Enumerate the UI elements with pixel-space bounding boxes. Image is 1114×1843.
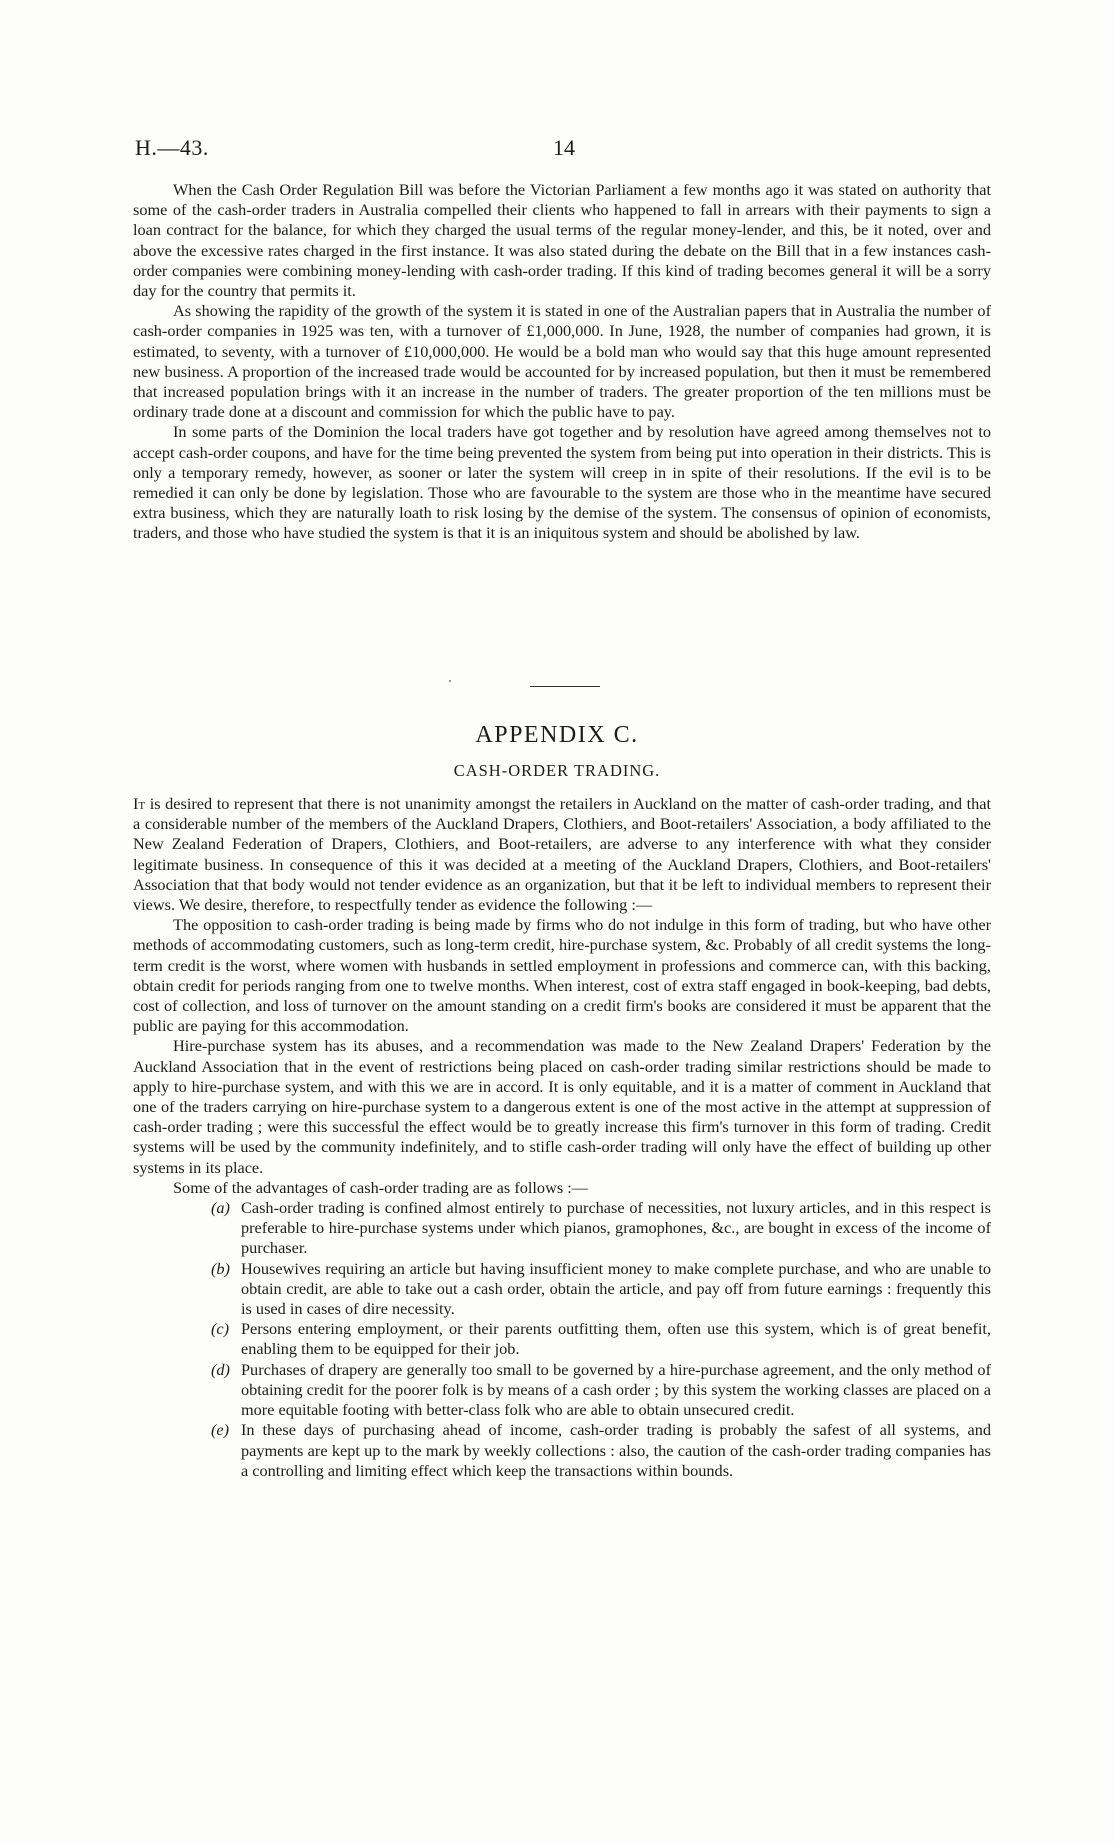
- advantages-list: [133, 1198, 991, 1481]
- lead-word: It: [133, 794, 146, 813]
- list-item-text: Cash-order trading is confined almost entirely to purchase of necessities, not luxury articles, and in this respect is preferable to hire-purchase systems under which pianos, gramophones, &c., are bought in excess of the income of purchaser.: [241, 1198, 991, 1258]
- opening-text: is desired to represent that there is not unanimity amongst the retailers in Auckland on the matter of cash-order trading, and that a considerable number of the members of the Auckland Drapers, Clothiers, and Boot-retailers' Association, a body affiliated to the New Zealand Federation of Drapers, Clothiers, and Boot-retailers, are adverse to any interference with what they consider legitimate business. In consequence of this it was decided at a meeting of the Auckland Drapers, Clothiers, and Boot-retailers' Association that that body would not tender evidence as an organization, but that it be left to individual members to represent their views. We desire, therefore, to respectfully tender as evidence the following :—: [133, 794, 991, 915]
- appendix-body: [133, 794, 991, 1481]
- list-item-label: (a): [211, 1198, 230, 1218]
- list-item-label: (d): [211, 1359, 230, 1379]
- list-item: [211, 1198, 991, 1259]
- list-item-label: (c): [211, 1319, 230, 1339]
- appendix-title: APPENDIX C.: [475, 722, 639, 748]
- list-item-text: Purchases of drapery are generally too small to be governed by a hire-purchase agreement, and the only method of obtaining credit for the poorer folk is by means of a cash order ; by this system the working classes are placed on a more equitable footing with better-class folk who are able to obtain unsecured credit.: [241, 1359, 991, 1420]
- paragraph: When the Cash Order Regulation Bill was before the Victorian Parliament a few months ago it was stated on authority that some of the cash-order traders in Australia compelled their clients who happened to fall in arrears with their payments to sign a loan contract for the balance, for which they charged the usual terms of the regular money-lender, and this, be it noted, over and above the excessive rates charged in the first instance. It was also stated during the debate on the Bill that in a few instances cash-order companies were combining money-lending with cash-order trading. If this kind of trading becomes general it will be a sorry day for the country that permits it.: [133, 180, 991, 301]
- list-item-label: (e): [211, 1420, 230, 1440]
- appendix-opening-paragraph: [133, 794, 991, 915]
- list-item-text: Housewives requiring an article but having insufficient money to make complete purchase, and who are unable to obtain credit, are able to take out a cash order, obtain the article, and pay off from future earnings : frequently this is used in cases of dire necessity.: [241, 1258, 991, 1319]
- paragraph: Hire-purchase system has its abuses, and a recommendation was made to the New Zealand Drapers' Federation by the Auckland Association that in the event of restrictions being placed on cash-order trading similar restrictions should be made to apply to hire-purchase system, and with this we are in accord. It is only equitable, and it is a matter of comment in Auckland that one of the traders carrying on hire-purchase system to a dangerous extent is one of the most active in the attempt at suppression of cash-order trading ; were this successful the effect would be to greatly increase this firm's turnover in this form of trading. Credit systems will be used by the community indefinitely, and to stifle cash-order trading will only have the effect of building up other systems in its place.: [133, 1036, 991, 1177]
- paragraph: The opposition to cash-order trading is being made by firms who do not indulge in this form of trading, but who have other methods of accommodating customers, such as long-term credit, hire-purchase system, &c. Probably of all credit systems the long-term credit is the worst, where women with husbands in settled employment in professions and commerce can, with this backing, obtain credit for periods ranging from one to twelve months. When interest, cost of extra staff engaged in book-keeping, bad debts, cost of collection, and loss of turnover on the amount standing on a credit firm's books are considered it must be apparent that the public are paying for this accommodation.: [133, 915, 991, 1036]
- paragraph: Some of the advantages of cash-order trading are as follows :—: [173, 1177, 589, 1197]
- page-number: 14: [553, 135, 575, 160]
- document-reference: H.—43.: [135, 135, 209, 160]
- section-divider: [530, 686, 600, 687]
- paragraph: As showing the rapidity of the growth of the system it is stated in one of the Australian papers that in Australia the number of cash-order companies in 1925 was ten, with a turnover of £1,000,000. In June, 1928, the number of companies had grown, it is estimated, to seventy, with a turnover of £10,000,000. He would be a bold man who would say that this huge amount represented new business. A proportion of the increased trade would be accounted for by increased population, but then it must be remembered that increased population brings with it an increase in the number of traders. The greater proportion of the ten millions must be ordinary trade done at a discount and commission for which the public have to pay.: [133, 301, 991, 422]
- list-item: [211, 1259, 991, 1320]
- list-item-label: (b): [211, 1258, 230, 1278]
- appendix-subtitle: CASH-ORDER TRADING.: [453, 761, 661, 780]
- list-item-text: Persons entering employment, or their parents outfitting them, often use this system, which is of great benefit, enabling them to be equipped for their job.: [241, 1319, 991, 1359]
- body-text-section: [133, 180, 991, 544]
- list-item: [211, 1360, 991, 1421]
- list-item: [211, 1420, 991, 1481]
- list-item-text: In these days of purchasing ahead of income, cash-order trading is probably the safest of all systems, and payments are kept up to the mark by weekly collections : also, the caution of the cash-order trading companies has a controlling and limiting effect which keep the transactions within bounds.: [241, 1420, 991, 1480]
- list-item: [211, 1319, 991, 1359]
- paragraph: In some parts of the Dominion the local traders have got together and by resolution have agreed among themselves not to accept cash-order coupons, and have for the time being prevented the system from being put into operation in their districts. This is only a temporary remedy, however, as sooner or later the system will creep in in spite of their resolutions. If the evil is to be remedied it can only be done by legislation. Those who are favourable to the system are those who in the meantime have secured extra business, which they are naturally loath to risk losing by the demise of the system. The consensus of opinion of economists, traders, and those who have studied the system is that it is an iniquitous system and should be abolished by law.: [133, 422, 991, 543]
- ink-speck: [449, 680, 451, 682]
